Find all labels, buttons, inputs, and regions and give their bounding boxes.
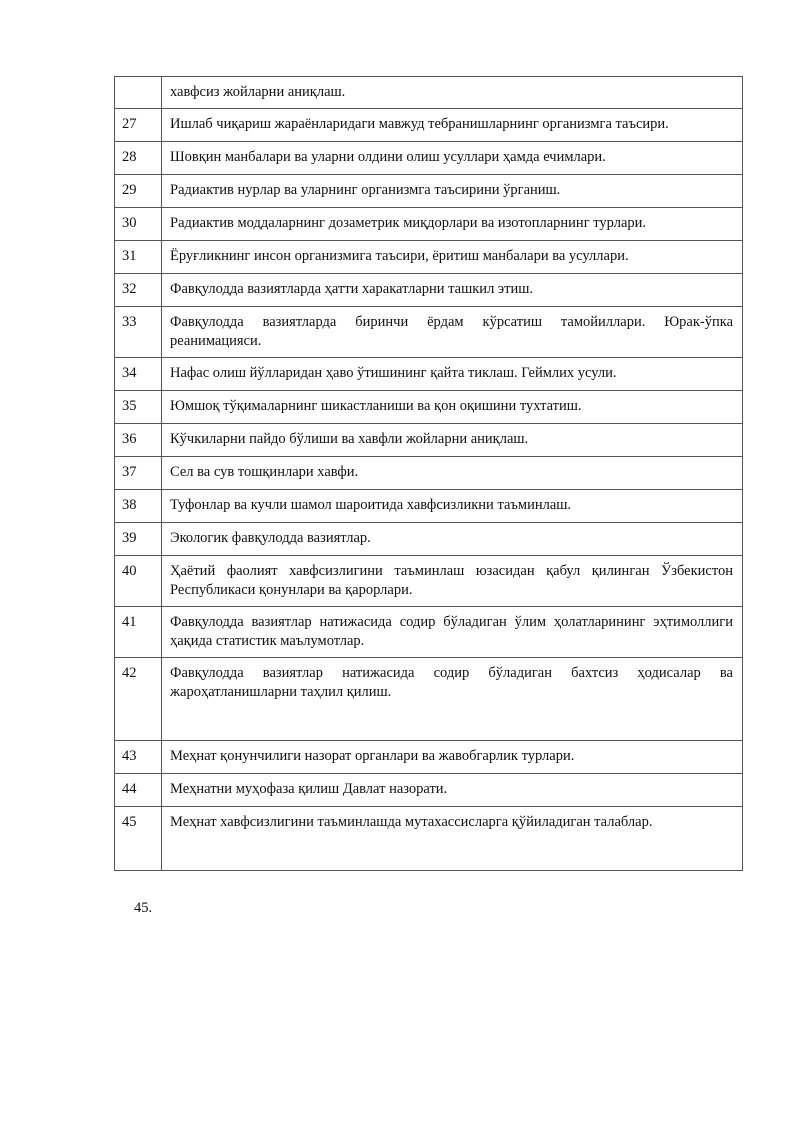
table-row	[115, 741, 743, 774]
row-number: 38	[115, 490, 162, 523]
row-number: 32	[115, 274, 162, 307]
row-topic: Шовқин манбалари ва уларни олдини олиш усуллари ҳамда ечимлари.	[162, 142, 743, 175]
row-topic: Радиактив моддаларнинг дозаметрик миқдорлари ва изотопларнинг турлари.	[162, 208, 743, 241]
table-row	[115, 307, 743, 358]
row-number: 35	[115, 391, 162, 424]
table-row	[115, 424, 743, 457]
topics-table	[114, 76, 743, 871]
row-number: 39	[115, 523, 162, 556]
row-topic: Меҳнат қонунчилиги назорат органлари ва жавобгарлик турлари.	[162, 741, 743, 774]
row-number: 42	[115, 658, 162, 741]
row-number: 29	[115, 175, 162, 208]
row-topic: Кўчкиларни пайдо бўлиши ва хавфли жойларни аниқлаш.	[162, 424, 743, 457]
row-topic: Фавқулодда вазиятларда ҳатти харакатларни ташкил этиш.	[162, 274, 743, 307]
table-row	[115, 556, 743, 607]
row-topic: Юмшоқ тўқималарнинг шикастланиши ва қон оқишини тухтатиш.	[162, 391, 743, 424]
table-row	[115, 523, 743, 556]
row-number: 45	[115, 807, 162, 871]
row-number: 41	[115, 607, 162, 658]
table-row	[115, 142, 743, 175]
table-row	[115, 77, 743, 109]
table-row	[115, 208, 743, 241]
row-topic: хавфсиз жойларни аниқлаш.	[162, 77, 743, 109]
page-footer-number: 45.	[134, 900, 153, 916]
topics-table-body	[115, 77, 743, 871]
row-topic: Меҳнат хавфсизлигини таъминлашда мутахассисларга қўйиладиган талаблар.	[162, 807, 743, 871]
row-number: 33	[115, 307, 162, 358]
table-row	[115, 807, 743, 871]
table-row	[115, 274, 743, 307]
row-number: 28	[115, 142, 162, 175]
row-topic: Ишлаб чиқариш жараёнларидаги мавжуд тебранишларнинг организмга таъсири.	[162, 109, 743, 142]
row-topic: Нафас олиш йўлларидан ҳаво ўтишининг қайта тиклаш. Геймлих усули.	[162, 358, 743, 391]
row-topic: Сел ва сув тошқинлари хавфи.	[162, 457, 743, 490]
row-number: 40	[115, 556, 162, 607]
row-number: 34	[115, 358, 162, 391]
table-row	[115, 109, 743, 142]
table-row	[115, 658, 743, 741]
table-row	[115, 358, 743, 391]
row-number: 30	[115, 208, 162, 241]
table-row	[115, 457, 743, 490]
row-topic: Фавқулодда вазиятлар натижасида содир бўладиган бахтсиз ҳодисалар ва жароҳатланишларни таҳлил қилиш.	[162, 658, 743, 741]
table-row	[115, 391, 743, 424]
row-topic: Ҳаётий фаолият хавфсизлигини таъминлаш юзасидан қабул қилинган Ўзбекистон Республикаси қонунлари ва қарорлари.	[162, 556, 743, 607]
row-number: 27	[115, 109, 162, 142]
row-number: 37	[115, 457, 162, 490]
table-row	[115, 607, 743, 658]
table-row	[115, 175, 743, 208]
row-number: 36	[115, 424, 162, 457]
table-row	[115, 241, 743, 274]
row-topic: Меҳнатни муҳофаза қилиш Давлат назорати.	[162, 774, 743, 807]
table-row	[115, 774, 743, 807]
row-topic: Ёруғликнинг инсон организмига таъсири, ёритиш манбалари ва усуллари.	[162, 241, 743, 274]
row-topic: Фавқулодда вазиятлар натижасида содир бўладиган ўлим ҳолатларининг эҳтимоллиги ҳақида статистик маълумотлар.	[162, 607, 743, 658]
row-topic: Туфонлар ва кучли шамол шароитида хавфсизликни таъминлаш.	[162, 490, 743, 523]
table-row	[115, 490, 743, 523]
row-topic: Фавқулодда вазиятларда биринчи ёрдам кўрсатиш тамойиллари. Юрак-ўпка реанимацияси.	[162, 307, 743, 358]
row-topic: Экологик фавқулодда вазиятлар.	[162, 523, 743, 556]
row-topic: Радиактив нурлар ва уларнинг организмга таъсирини ўрганиш.	[162, 175, 743, 208]
row-number	[115, 77, 162, 109]
row-number: 31	[115, 241, 162, 274]
row-number: 43	[115, 741, 162, 774]
row-number: 44	[115, 774, 162, 807]
